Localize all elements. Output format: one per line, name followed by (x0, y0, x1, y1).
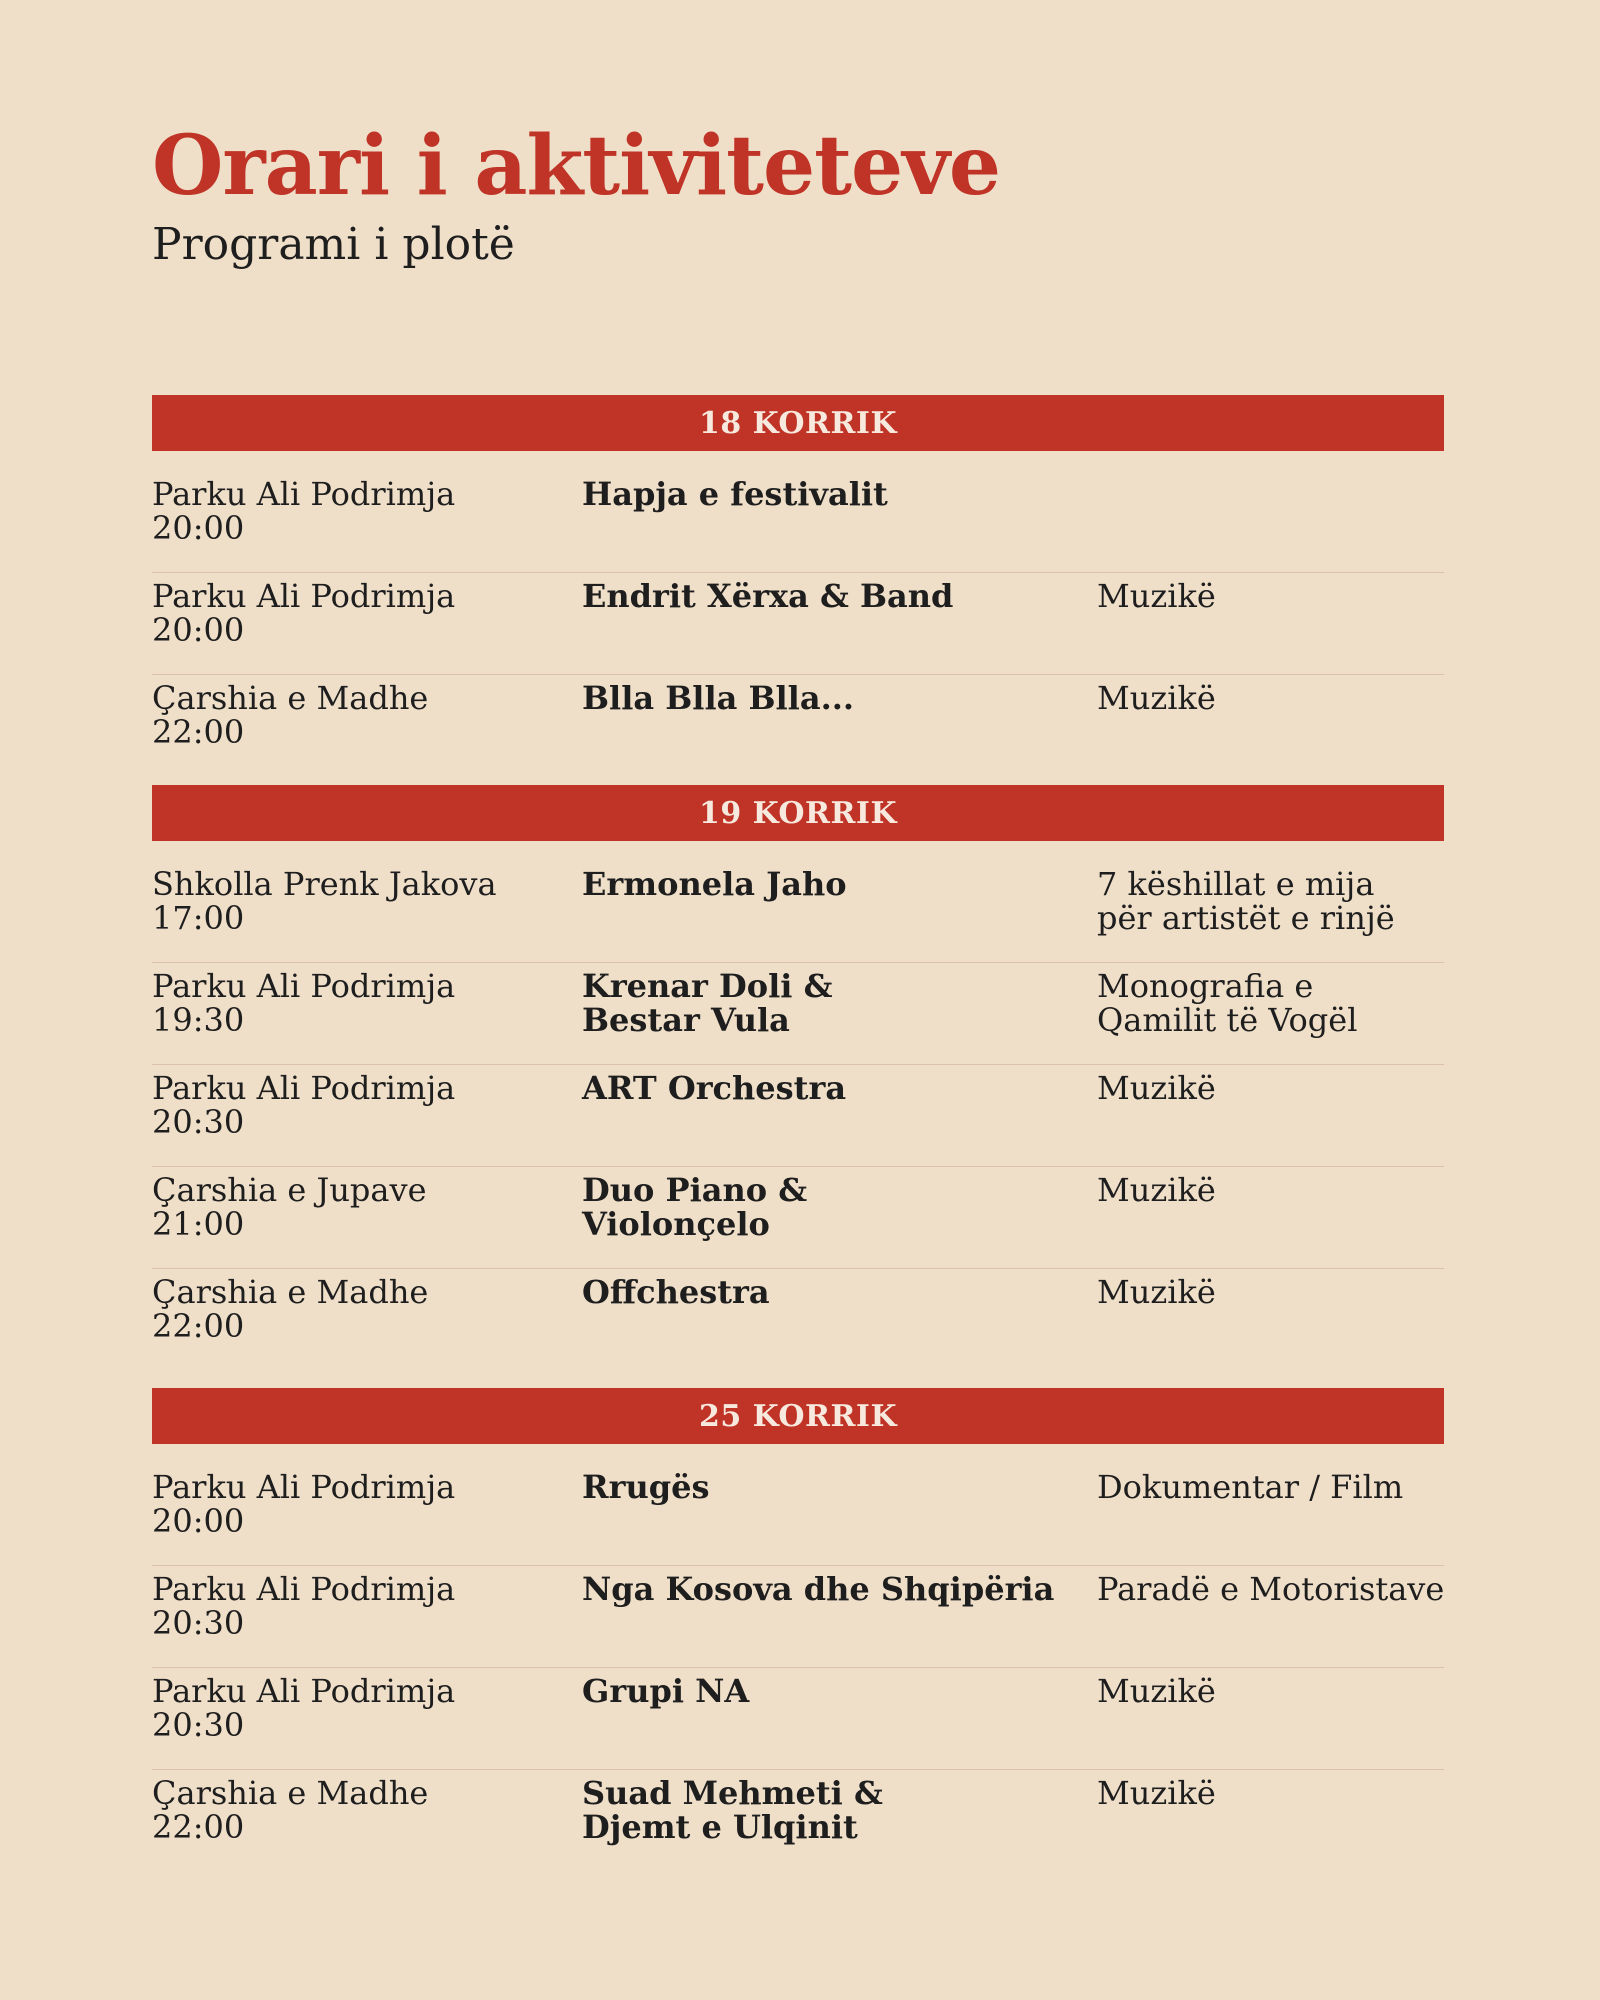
event-category: Muzikë (1097, 1171, 1216, 1209)
event-location-time (152, 1275, 572, 1343)
event-row (152, 1566, 1444, 1668)
event-list (152, 471, 1444, 777)
event-list (152, 861, 1444, 1371)
event-location: Parku Ali Podrimja (152, 1468, 456, 1506)
event-location: Parku Ali Podrimja (152, 577, 456, 615)
event-row (152, 1464, 1444, 1566)
day-header: 18 KORRIK (152, 395, 1444, 451)
event-row (152, 573, 1444, 675)
event-row (152, 861, 1444, 963)
event-title: Blla Blla Blla... (582, 679, 854, 717)
event-time: 22:00 (152, 713, 245, 751)
day-header: 19 KORRIK (152, 785, 1444, 841)
event-location: Parku Ali Podrimja (152, 967, 456, 1005)
event-time: 20:00 (152, 611, 245, 649)
event-category: Monografia e Qamilit të Vogël (1097, 967, 1358, 1039)
event-location-time (152, 1173, 572, 1241)
event-location: Çarshia e Jupave (152, 1171, 427, 1209)
event-category: 7 këshillat e mija për artistët e rinjë (1097, 865, 1395, 937)
event-title: Endrit Xërxa & Band (582, 577, 954, 615)
event-time: 20:30 (152, 1706, 245, 1744)
page-subtitle: Programi i plotë (152, 219, 515, 270)
schedule-page (152, 118, 1445, 1846)
event-location-time (152, 1470, 572, 1538)
day-section-18-korrik (152, 395, 1444, 777)
event-time: 19:30 (152, 1001, 245, 1039)
event-time: 20:30 (152, 1604, 245, 1642)
event-row (152, 471, 1444, 573)
event-location-time (152, 1776, 572, 1844)
event-location-time (152, 1674, 572, 1742)
day-section-25-korrik (152, 1388, 1444, 1872)
event-row (152, 1269, 1444, 1371)
event-category: Paradë e Motoristave (1097, 1570, 1445, 1608)
event-location-time (152, 1071, 572, 1139)
event-category: Muzikë (1097, 1672, 1216, 1710)
event-time: 17:00 (152, 899, 245, 937)
event-location-time (152, 969, 572, 1037)
event-title: Nga Kosova dhe Shqipëria (582, 1570, 1055, 1608)
event-title: Grupi NA (582, 1672, 750, 1710)
event-time: 22:00 (152, 1307, 245, 1345)
event-row (152, 675, 1444, 777)
event-location: Parku Ali Podrimja (152, 1570, 456, 1608)
event-row (152, 1167, 1444, 1269)
event-time: 20:00 (152, 509, 245, 547)
event-title: Duo Piano & Violonçelo (582, 1171, 808, 1243)
event-list (152, 1464, 1444, 1872)
event-location-time (152, 477, 572, 545)
event-category: Muzikë (1097, 679, 1216, 717)
event-location: Parku Ali Podrimja (152, 1069, 456, 1107)
event-location: Parku Ali Podrimja (152, 1672, 456, 1710)
event-location: Shkolla Prenk Jakova (152, 865, 497, 903)
event-row (152, 1770, 1444, 1872)
event-category: Muzikë (1097, 1774, 1216, 1812)
event-time: 21:00 (152, 1205, 245, 1243)
event-location-time (152, 681, 572, 749)
event-row (152, 1065, 1444, 1167)
event-location-time (152, 867, 572, 935)
event-location-time (152, 1572, 572, 1640)
event-row (152, 1668, 1444, 1770)
event-time: 20:00 (152, 1502, 245, 1540)
event-title: Ermonela Jaho (582, 865, 847, 903)
event-category: Muzikë (1097, 1069, 1216, 1107)
event-category: Dokumentar / Film (1097, 1468, 1404, 1506)
event-title: Offchestra (582, 1273, 770, 1311)
event-time: 20:30 (152, 1103, 245, 1141)
event-row (152, 963, 1444, 1065)
event-location: Çarshia e Madhe (152, 1774, 429, 1812)
event-time: 22:00 (152, 1808, 245, 1846)
event-location: Parku Ali Podrimja (152, 475, 456, 513)
event-location-time (152, 579, 572, 647)
day-section-19-korrik (152, 785, 1444, 1371)
event-title: Rrugës (582, 1468, 710, 1506)
event-category: Muzikë (1097, 1273, 1216, 1311)
event-location: Çarshia e Madhe (152, 679, 429, 717)
event-title: Hapja e festivalit (582, 475, 888, 513)
event-title: ART Orchestra (582, 1069, 847, 1107)
event-title: Suad Mehmeti & Djemt e Ulqinit (582, 1774, 883, 1846)
page-title: Orari i aktiviteteve (152, 118, 1001, 214)
event-location: Çarshia e Madhe (152, 1273, 429, 1311)
day-header: 25 KORRIK (152, 1388, 1444, 1444)
event-category: Muzikë (1097, 577, 1216, 615)
event-title: Krenar Doli & Bestar Vula (582, 967, 833, 1039)
